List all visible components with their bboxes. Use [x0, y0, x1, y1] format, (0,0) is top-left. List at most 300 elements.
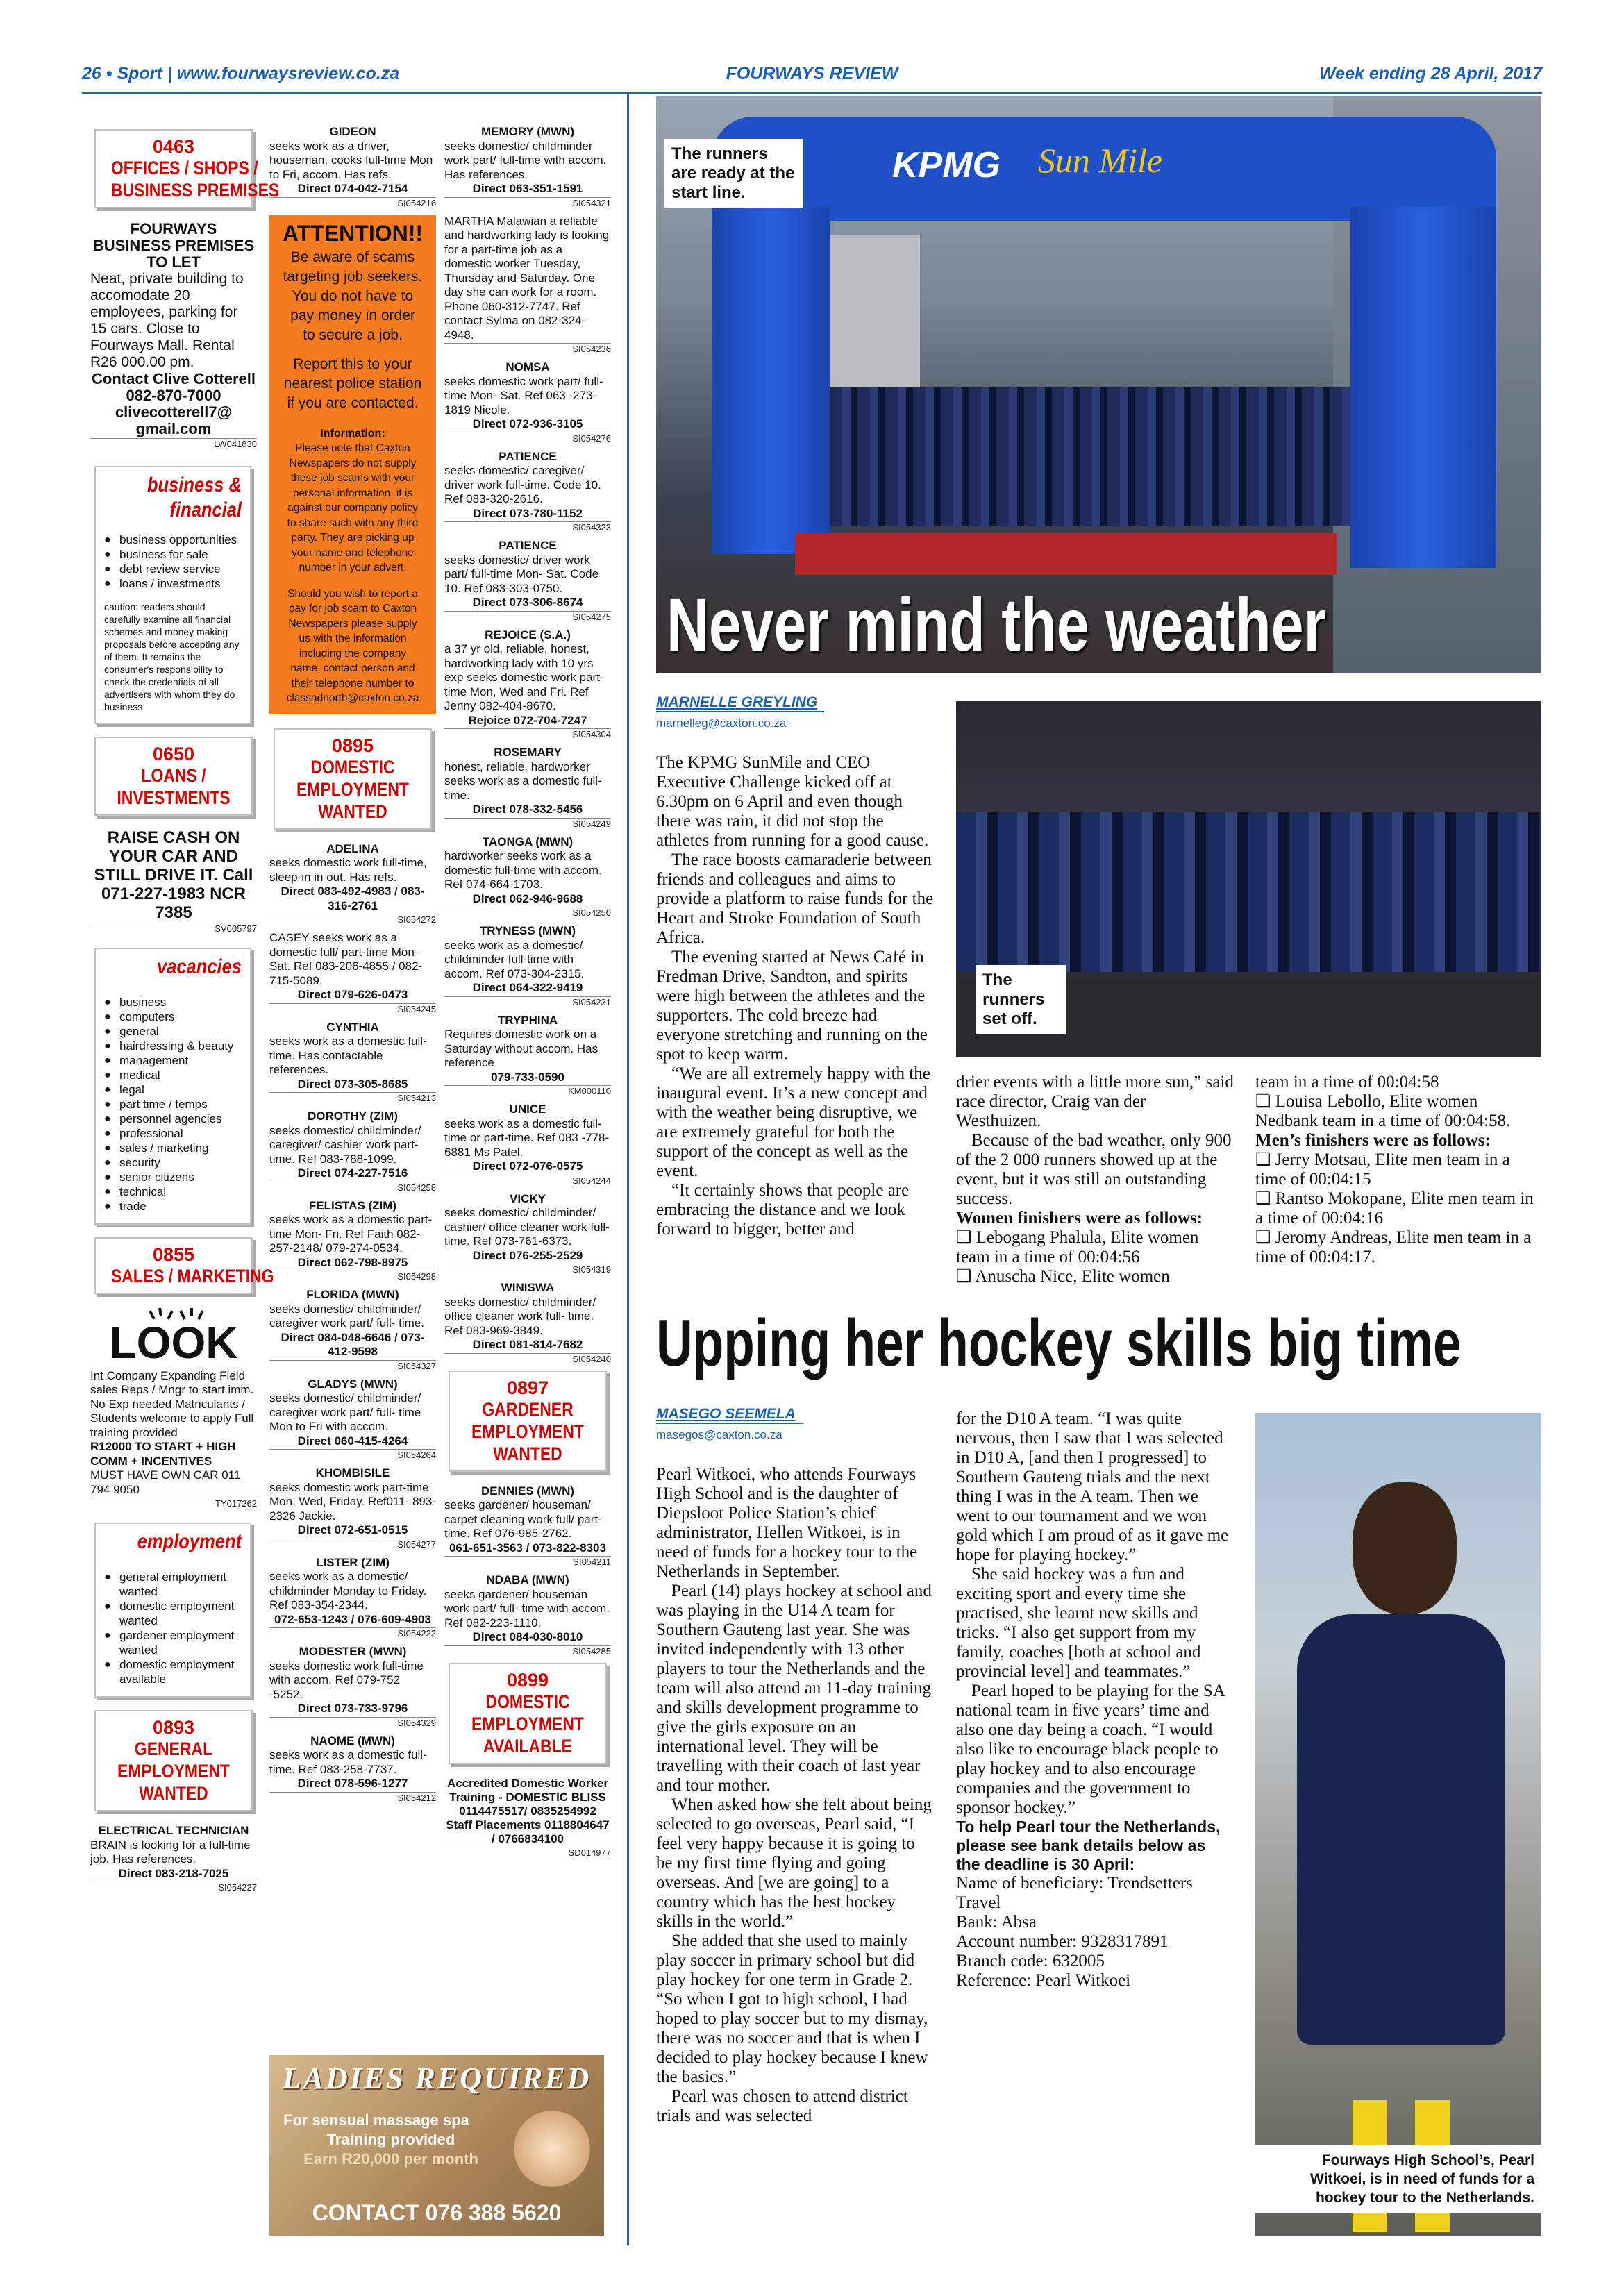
entry-phone: Direct 062-798-8975	[297, 1255, 408, 1269]
category-code: 0855	[152, 1244, 195, 1265]
ad-id: SI054216	[269, 197, 436, 208]
info-line: Newspapers please supply	[288, 617, 417, 630]
pearl-witkoei-photo	[1255, 1413, 1541, 2236]
issue-date: Week ending 28 April, 2017	[1319, 64, 1542, 83]
finisher-item: ❑ Louisa Lebollo, Elite women Nedbank team in a time of 00:04:58.	[1255, 1092, 1511, 1130]
list-item[interactable]: ● sales / marketing	[104, 1141, 242, 1155]
paragraph: Pearl (14) plays hockey at school and was playing in the U14 A team for Southern Gauteng last year. She was invited independently with 13 other players to tour the Netherlands and the team will also attend an 11-day training and skills development programme to give the girls exposure on an international level. They will be travelling with their coach of last year and tour mother.	[656, 1582, 932, 1795]
ad-id: SI054272	[269, 914, 436, 925]
classified-entry	[269, 125, 436, 208]
paragraph: Pearl was chosen to attend district trials and was selected	[656, 2087, 908, 2125]
classified-entry	[269, 842, 436, 925]
kpmg-logo: KPMG	[892, 145, 1001, 185]
runners-group	[956, 812, 1541, 972]
entry-text: seeks work as a domestic full-time. Ref 083-258-7737.	[269, 1748, 427, 1776]
ad-id: SI054275	[444, 611, 611, 622]
classified-entry	[444, 1573, 611, 1657]
ad-id: SI054258	[269, 1182, 436, 1193]
info-line: party. They are picking up	[291, 532, 415, 544]
category-code: 0893	[152, 1717, 195, 1738]
classified-entry	[444, 215, 611, 355]
ad-id: SI054319	[444, 1264, 611, 1275]
list-item[interactable]: ● general employment wanted	[104, 1570, 242, 1599]
page-section-header: 26 • Sport | www.fourwaysreview.co.za	[82, 64, 400, 83]
look-logo-text: LOOK	[109, 1318, 238, 1362]
info-body	[274, 441, 432, 706]
employment-box	[94, 1523, 251, 1698]
photo-caption: The runners are ready at the start line.	[664, 139, 803, 208]
list-item[interactable]: ● business opportunities	[104, 533, 242, 547]
list-item[interactable]: ● hairdressing & beauty	[104, 1039, 242, 1053]
category-code: 0899	[506, 1669, 549, 1691]
ladies-required-ad[interactable]	[269, 2055, 604, 2236]
entry-phone: Direct 074-227-7516	[297, 1166, 408, 1180]
paragraph: The race boosts camaraderie between friends and colleagues and aims to provide a platform to raise funds for the Heart and Stroke Foundation of South Africa.	[656, 850, 934, 947]
entry-phone: 061-651-3563 / 073-822-8303	[449, 1541, 606, 1555]
column-divider	[627, 93, 629, 2245]
bank-details-intro: To help Pearl tour the Netherlands, please see bank details below as the deadline is 30 April:	[956, 1818, 1221, 1873]
entry-text: honest, reliable, hardworker seeks work as a domestic full-time.	[444, 760, 602, 802]
category-title: WANTED	[139, 1783, 208, 1804]
premises-title: FOURWAYS BUSINESS PREMISES TO LET	[92, 220, 255, 271]
heading-box-0895	[274, 728, 432, 830]
notice-line: Report this to your	[293, 355, 412, 372]
heading-box-0650	[94, 737, 253, 816]
entry-phone: Direct 073-733-9796	[297, 1702, 408, 1715]
entry-phone: Direct 072-651-0515	[297, 1523, 408, 1536]
classified-entry	[269, 1377, 436, 1461]
ad-id: SI054244	[444, 1175, 611, 1186]
ad-id: SI054323	[444, 521, 611, 533]
entry-text: hardworker seeks work as a domestic full-time with accom. Ref 074-664-1703.	[444, 849, 602, 891]
finisher-item: ❑ Jerry Motsau, Elite men team in a time of 00:04:15	[1255, 1150, 1510, 1189]
bank-detail: Reference: Pearl Witkoei	[956, 1971, 1131, 1990]
category-title: GARDENER	[482, 1398, 574, 1420]
classified-entry	[269, 1288, 436, 1371]
list-item[interactable]: ● security	[104, 1155, 242, 1170]
notice-spacer	[274, 345, 432, 355]
author-email[interactable]: masegos@caxton.co.za	[656, 1428, 782, 1441]
category-title: financial	[169, 498, 242, 521]
byline-weather	[656, 694, 824, 730]
notice-line: to secure a job.	[303, 326, 403, 343]
heading-box-0899	[449, 1663, 607, 1764]
entry-text: seeks domestic work part/ full-time Mon- Sat. Ref 063 -273-1819 Nicole.	[444, 374, 603, 417]
list-item[interactable]: ● debt review service	[104, 562, 242, 576]
person-jacket	[1297, 1614, 1505, 2045]
category-title: SALES / MARKETING	[110, 1266, 274, 1287]
ad-title: LADIES REQUIRED	[282, 2061, 592, 2095]
info-line: us with the information	[299, 632, 407, 644]
notice-title: ATTENTION!!	[282, 220, 424, 246]
category-title: WANTED	[318, 801, 387, 822]
raise-cash-ad: RAISE CASH ON YOUR CAR AND STILL DRIVE IT. Call 071-227-1983 NCR 7385	[94, 828, 253, 922]
entry-text: seeks domestic/ childminder/ caregiver work part/ full- time.	[269, 1302, 424, 1330]
entry-phone: Direct 083-218-7025	[118, 1866, 229, 1880]
classified-entry	[444, 746, 611, 829]
weather-article-col-b	[956, 1073, 1234, 1287]
classified-entry	[444, 1103, 611, 1186]
ad-id: SI054222	[269, 1627, 436, 1639]
classified-entries	[444, 125, 611, 1364]
paragraph: Because of the bad weather, only 900 of the 2 000 runners showed up at the event, but it was still an outstanding success.	[956, 1131, 1232, 1208]
category-title: LOANS /	[141, 765, 206, 786]
info-line: these job scams with your	[290, 472, 415, 484]
entry-name: PATIENCE	[499, 539, 557, 552]
entry-name: NAOME (MWN)	[310, 1734, 395, 1748]
notice-line: if you are contacted.	[287, 394, 419, 411]
ad-id: SI054264	[269, 1449, 436, 1460]
entry-name: UNICE	[509, 1103, 546, 1116]
paragraph: for the D10 A team. “I was quite nervous, then I saw that I was selected in D10 A, [and then I progressed] to Southern Gauteng trials and the next thing I was in the A team. Then we went to our tournament and we won gold which I am proud of as it gave me hope for playing hockey.”	[956, 1409, 1229, 1564]
entry-text: seeks work as a driver, houseman, cooks full-time Mon to Fri, accom. Has refs.	[269, 139, 433, 181]
classified-entry	[444, 628, 611, 740]
finisher-item: ❑ Lebogang Phalula, Elite women team in a time of 00:04:56	[956, 1228, 1199, 1266]
info-line: classadnorth@caxton.co.za	[286, 692, 419, 704]
entry-text: BRAIN is looking for a full-time job. Has references.	[90, 1838, 251, 1866]
info-line: your name and telephone	[292, 546, 414, 559]
category-title: EMPLOYMENT	[117, 1761, 230, 1782]
list-item[interactable]: ● domestic employment available	[104, 1657, 242, 1686]
look-ad-text2: MUST HAVE OWN CAR 011 794 9050	[90, 1468, 241, 1496]
entry-name: MODESTER (MWN)	[299, 1645, 407, 1658]
premises-body: Neat, private building to accomodate 20 employees, parking for 15 cars. Close to Fourways Mall. Rental R26 000.00 pm.	[90, 271, 244, 370]
notice-line: You do not have to	[292, 287, 414, 304]
category-title: OFFICES / SHOPS /	[110, 158, 258, 178]
entry-name: TRYNESS (MWN)	[479, 924, 576, 937]
entry-text: seeks work as a domestic/ childminder Monday to Friday. Ref 083-354-2344.	[269, 1570, 427, 1611]
attention-notice	[269, 215, 436, 714]
category-title: BUSINESS PREMISES	[110, 180, 280, 201]
ad-id: TY017262	[90, 1498, 257, 1509]
info-line: Should you wish to report a	[287, 587, 418, 600]
business-category-list	[104, 533, 242, 591]
info-line: pay for job scam to Caxton	[288, 603, 417, 614]
ad-id: SV005797	[90, 923, 257, 934]
ad-id: SI054250	[444, 907, 611, 918]
classified-entry	[269, 1021, 436, 1104]
classified-entry	[444, 924, 611, 1007]
info-line: name, contact person and	[290, 662, 415, 674]
category-code: 0463	[152, 136, 195, 157]
entry-phone: Direct 084-030-8010	[472, 1630, 583, 1643]
finisher-item: ❑ Anuscha Nice, Elite women	[956, 1267, 1170, 1286]
entry-phone: Direct 081-814-7682	[472, 1338, 583, 1351]
paragraph: She added that she used to mainly play soccer in primary school but did play hockey for one term in Grade 2. “So when I got to high school, I had hoped to play soccer but to my dismay, there was no soccer and that is when I decided to play hockey because I knew the basics.”	[656, 1932, 928, 2086]
paragraph: “It certainly shows that people are embracing the distance and we look forward to bigger, better and	[656, 1181, 910, 1239]
entry-text: seeks domestic/ childminder/ caregiver/ cashier work part-time. Ref 083-788-1099.	[269, 1123, 421, 1166]
ad-line: Training provided	[326, 2131, 455, 2148]
classified-entries	[444, 1484, 611, 1657]
ad-id: SI054277	[269, 1539, 436, 1550]
hockey-article-col-b	[956, 1409, 1234, 1991]
paragraph: drier events with a little more sun,” said race director, Craig van der Westhuizen.	[956, 1073, 1234, 1130]
list-item[interactable]: ● part time / temps	[104, 1097, 242, 1112]
entry-phone: Direct 073-780-1152	[473, 506, 583, 520]
arch-right-pillar	[1350, 207, 1496, 568]
entry-text: seeks gardener/ houseman work part/ full- time with accom. Ref 082-223-1110.	[444, 1587, 610, 1629]
classified-entry	[444, 1192, 611, 1275]
finisher-item: ❑ Rantso Mokopane, Elite men team in a time of 00:04:16	[1255, 1189, 1534, 1227]
ad-id: SI054249	[444, 818, 611, 829]
entry-phone: Direct 079-626-0473	[297, 988, 408, 1001]
ad-id: LW041830	[90, 438, 257, 449]
employment-list	[104, 1570, 242, 1686]
entry-name: DOROTHY (ZIM)	[307, 1109, 398, 1123]
classified-entry	[444, 1484, 611, 1568]
category-code: 0897	[506, 1377, 549, 1398]
list-item[interactable]: ● gardener employment wanted	[104, 1628, 242, 1657]
classified-entry	[444, 125, 611, 208]
entry-phone: Rejoice 072-704-7247	[468, 713, 587, 727]
list-item[interactable]: ● trade	[104, 1199, 242, 1214]
list-item[interactable]: ● computers	[104, 1009, 242, 1024]
entry-name: ADELINA	[326, 841, 379, 855]
entry-name: GLADYS (MWN)	[308, 1377, 398, 1391]
ad-contact: CONTACT 076 388 5620	[312, 2200, 562, 2225]
classifieds-column-2	[269, 125, 436, 1809]
classified-entry	[269, 1556, 436, 1639]
entry-text: seeks domestic work full-time, sleep-in in out. Has refs.	[269, 856, 427, 884]
look-ad-bold: R12000 TO START + HIGH COMM + INCENTIVES	[90, 1440, 236, 1468]
entry-text: MARTHA Malawian a reliable and hardworking lady is looking for a part-time job as a domestic worker Tuesday, Thursday and Saturday. One day she can work for a room. Phone 060-312-7747. Ref contact Sylma on 082-324-4948.	[444, 214, 610, 342]
entry-name: DENNIES (MWN)	[480, 1484, 575, 1498]
publication-name: FOURWAYS REVIEW	[726, 64, 898, 83]
paragraph: She said hockey was a fun and exciting sport and every time she practised, she learnt new skills and tricks. “I also get support from my family, coaches [both at school and provincial level] and teammates.”	[956, 1565, 1201, 1681]
info-line: Newspapers do not supply	[289, 457, 417, 469]
list-item[interactable]: ● technical	[104, 1184, 242, 1199]
list-item[interactable]: ● domestic employment wanted	[104, 1599, 242, 1628]
category-title: INVESTMENTS	[117, 787, 231, 808]
category-title: EMPLOYMENT	[471, 1421, 584, 1442]
finisher-item: ❑ Jeromy Andreas, Elite men team in a time of 00:04:17.	[1255, 1228, 1532, 1266]
look-ad-text: Int Company Expanding Field sales Reps / Mngr to start imm. No Exp needed Matriculants / Students welcome to apply Full training provided	[90, 1368, 254, 1439]
list-item[interactable]: ● business	[104, 995, 242, 1009]
category-code: 0650	[152, 744, 195, 764]
entry-phone: Direct 078-332-5456	[472, 803, 583, 816]
info-title: Information:	[320, 427, 385, 439]
men-finishers-title: Men’s finishers were as follows:	[1255, 1131, 1491, 1150]
author-name: MARNELLE GREYLING	[656, 694, 824, 712]
entry-text: seeks domestic/ driver work part/ full-time Mon- Sat. Code 10. Ref 083-303-0750.	[444, 553, 599, 595]
entry-phone: Direct 060-415-4264	[297, 1434, 408, 1448]
vacancies-box	[94, 948, 251, 1225]
entry-name: CYNTHIA	[326, 1020, 379, 1034]
sunmile-logo: Sun Mile	[1038, 141, 1163, 180]
vacancies-list	[104, 995, 242, 1214]
entry-name: LISTER (ZIM)	[316, 1555, 390, 1569]
bank-detail: Branch code: 632005	[956, 1952, 1105, 1970]
entry-phone: Direct 064-322-9419	[472, 981, 583, 994]
byline-hockey	[656, 1406, 803, 1442]
classified-entry	[444, 835, 611, 919]
classified-entry	[269, 1645, 436, 1728]
category-code: 0895	[331, 735, 374, 756]
info-line: Please note that Caxton	[295, 442, 410, 454]
entry-name: REJOICE (S.A.)	[485, 628, 571, 642]
ad-id: SI054212	[269, 1792, 436, 1803]
entry-name: TRYPHINA	[497, 1013, 558, 1027]
ad-id: SI054298	[269, 1271, 436, 1282]
ad-id: SI054321	[444, 197, 611, 208]
heading-box-0855	[94, 1237, 274, 1294]
ad-id: SI054285	[444, 1645, 611, 1657]
entry-name: WINISWA	[501, 1281, 555, 1294]
person-head	[1353, 1482, 1457, 1614]
entry-text: seeks domestic/ childminder/ caregiver work part/ full- time Mon to Fri with accom.	[269, 1391, 421, 1433]
ad-id: SI054211	[444, 1556, 611, 1567]
ad-id: SI054245	[269, 1003, 436, 1014]
ad-id: SI054304	[444, 728, 611, 739]
classified-entry	[269, 1466, 436, 1550]
entry-text: Requires domestic work on a Saturday without accom. Has reference	[444, 1028, 598, 1069]
paragraph: Pearl hoped to be playing for the SA national team in five years’ time and also one day being a coach. “I would also like to encourage black people to play hockey and to also encourage companies and the government to sponsor hockey.”	[956, 1682, 1225, 1817]
domestic-bliss-ad: Accredited Domestic Worker Training - DOMESTIC BLISS 0114475517/ 0835254992 Staff Placements 0118804647 / 0766834100	[446, 1776, 610, 1845]
info-line: personal information, it is	[292, 487, 413, 499]
category-title: AVAILABLE	[483, 1735, 572, 1757]
category-title: EMPLOYMENT	[471, 1713, 584, 1734]
entry-name: ROSEMARY	[494, 746, 562, 759]
entry-name: TAONGA (MWN)	[482, 835, 574, 848]
entry-phone: Direct 076-255-2529	[472, 1248, 583, 1262]
ad-id: KM000110	[444, 1085, 611, 1096]
ad-id: SI054231	[444, 996, 611, 1007]
bank-detail: Name of beneficiary: Trendsetters Travel	[956, 1874, 1193, 1912]
list-item[interactable]: ● general	[104, 1024, 242, 1039]
ad-id: SI054227	[90, 1882, 257, 1893]
entry-name: ELECTRICAL TECHNICIAN	[98, 1824, 249, 1837]
list-item[interactable]: ● personnel agencies	[104, 1112, 242, 1126]
entry-name: GIDEON	[329, 125, 376, 138]
notice-line: nearest police station	[283, 375, 422, 392]
caution-notice: caution: readers should carefully examine all financial schemes and money making proposals before accepting any of them. It remains the consumer's responsibility to check the credentials of all advertisers with whom they do business	[104, 601, 240, 712]
info-line: their telephone number to	[291, 677, 415, 689]
headline-hockey: Upping her hockey skills big time	[656, 1306, 1462, 1380]
heading-box-0463	[94, 129, 280, 208]
classified-entry	[444, 450, 611, 533]
entry-text: seeks domestic/ childminder/ office cleaner work full- time. Ref 083-969-3849.	[444, 1295, 596, 1337]
list-item[interactable]: ● business for sale	[104, 547, 242, 562]
ad-line: For sensual massage spa	[283, 2111, 469, 2129]
entry-text: seeks domestic work part-time Mon, Wed, Friday. Ref011- 893-2326 Jackie.	[269, 1480, 436, 1523]
classified-entry	[444, 360, 611, 444]
entry-text: seeks work as a domestic/ childminder full-time with accom. Ref 073-304-2315.	[444, 938, 585, 980]
paragraph: “We are all extremely happy with the inaugural event. It’s a new concept and with the weather being disruptive, we are extremely grateful for both the support of the concept as well as the event.	[656, 1064, 930, 1180]
entry-phone: Direct 062-946-9688	[472, 891, 583, 905]
entry-phone: Direct 063-351-1591	[472, 182, 583, 195]
entry-name: FLORIDA (MWN)	[306, 1288, 399, 1301]
look-logo-icon	[97, 1307, 250, 1362]
entry-text: a 37 yr old, reliable, honest, hardworking lady with 10 yrs exp seeks domestic work part-time Mon, Wed and Fri. Ref Jenny 082-404-8670.	[444, 642, 604, 712]
classified-entry	[269, 931, 436, 1014]
weather-article-col-c	[1255, 1073, 1541, 1267]
entry-text: seeks domestic/ caregiver/ driver work full-time. Code 10. Ref 083-320-2616.	[444, 464, 601, 505]
arch-top	[712, 117, 1496, 221]
paragraph: The KPMG SunMile and CEO Executive Challenge kicked off at 6.30pm on 6 April and even though there was rain, it did not stop the athletes from running for a good cause.	[656, 753, 929, 850]
notice-line: Be aware of scams	[290, 249, 415, 265]
ad-id: SI054327	[269, 1360, 436, 1371]
entry-phone: Direct 084-048-6646 / 073-412-9598	[281, 1330, 425, 1358]
bank-detail: Account number: 9328317891	[956, 1932, 1169, 1951]
info-line: including the company	[299, 647, 407, 660]
list-item[interactable]: ● professional	[104, 1126, 242, 1141]
classified-entries	[269, 842, 436, 1803]
entry-phone: Direct 074-042-7154	[297, 182, 408, 195]
entry-name: MEMORY (MWN)	[480, 125, 575, 138]
photo-caption: The runners set off.	[976, 965, 1066, 1034]
list-item[interactable]: ● senior citizens	[104, 1170, 242, 1184]
bank-detail: Bank: Absa	[956, 1913, 1037, 1932]
entry-name: FELISTAS (ZIM)	[308, 1198, 397, 1212]
entry-name: KHOMBISILE	[315, 1466, 390, 1480]
paragraph: Pearl Witkoei, who attends Fourways High School and is the daughter of Diepsloot Police Station’s chief administrator, Hellen Witkoei, is in need of funds for a hockey tour to the Netherlands in September.	[656, 1465, 918, 1581]
ad-id: SI054236	[444, 343, 611, 354]
classified-entry	[444, 1014, 611, 1097]
entry-text: seeks domestic/ childminder work part/ full-time with accom. Has references.	[444, 139, 607, 181]
heading-box-0897	[449, 1371, 607, 1472]
women-finishers-title: Women finishers were as follows:	[956, 1209, 1203, 1227]
info-line: against our company policy	[287, 502, 418, 514]
entry-phone: 079-733-0590	[491, 1070, 564, 1084]
entry-text: seeks work as a domestic part-time Mon- Fri. Ref Faith 082-257-2148/ 079-274-0534.	[269, 1213, 433, 1255]
arch-left-pillar	[712, 207, 830, 554]
category-title: DOMESTIC	[310, 756, 395, 778]
premises-contact: Contact Clive Cotterell 082-870-7000 clivecotterell7@ gmail.com	[92, 370, 256, 437]
classified-entry	[269, 1109, 436, 1193]
flower-icon	[514, 2111, 590, 2187]
list-item[interactable]: ● management	[104, 1053, 242, 1068]
paragraph: The evening started at News Café in Fredman Drive, Sandton, and spirits were high between the athletes and the supporters. The cold breeze had everyone stretching and running on the spot to keep warm.	[656, 948, 928, 1064]
category-title: DOMESTIC	[485, 1691, 570, 1712]
entry-phone: Direct 078-596-1277	[297, 1777, 408, 1790]
category-title: GENERAL	[134, 1738, 213, 1759]
heading-box-0893	[94, 1710, 253, 1811]
entry-phone: Direct 073-305-8685	[297, 1077, 408, 1091]
entry-phone: Direct 083-492-4983 / 083-316-2761	[281, 885, 425, 912]
headline-weather: Never mind the weather	[667, 583, 1327, 667]
classifieds-column-3	[444, 125, 611, 1858]
classified-entry	[269, 1199, 436, 1282]
business-financial-box	[94, 466, 251, 724]
hockey-article-col-a	[656, 1465, 934, 2126]
notice-line: pay money in order	[290, 307, 415, 324]
classified-entry	[444, 1281, 611, 1364]
entry-phone: 072-653-1243 / 076-609-4903	[274, 1612, 431, 1626]
ad-id: SI054213	[269, 1092, 436, 1103]
start-line-carpet	[795, 533, 1337, 575]
list-item[interactable]: ● legal	[104, 1082, 242, 1097]
entry-text: seeks domestic work full-time with accom. Ref 079-752 -5252.	[269, 1659, 424, 1701]
entry-phone: Direct 072-936-3105	[472, 417, 583, 430]
entry-text: seeks gardener/ houseman/ carpet cleaning work full/ part- time. Ref 076-985-2762.	[444, 1498, 602, 1540]
entry-name: PATIENCE	[499, 449, 557, 463]
author-email[interactable]: marnelleg@caxton.co.za	[656, 717, 787, 730]
entry-text: seeks work as a domestic full-time. Has contactable references.	[269, 1034, 427, 1076]
category-title: EMPLOYMENT	[296, 778, 409, 800]
entry-phone: Direct 072-076-0575	[472, 1159, 583, 1173]
list-item[interactable]: ● medical	[104, 1068, 242, 1082]
list-item[interactable]: ● loans / investments	[104, 576, 242, 591]
author-name: MASEGO SEEMELA	[656, 1406, 803, 1424]
ad-line: Earn R20,000 per month	[303, 2150, 478, 2168]
classified-entry	[269, 1734, 436, 1803]
ad-id: SD014977	[444, 1847, 611, 1858]
ad-id: SI054329	[269, 1717, 436, 1728]
look-logo	[90, 1307, 257, 1366]
category-title: business &	[147, 474, 242, 496]
classifieds-column-1	[90, 125, 280, 1893]
category-title: vacancies	[157, 955, 242, 978]
